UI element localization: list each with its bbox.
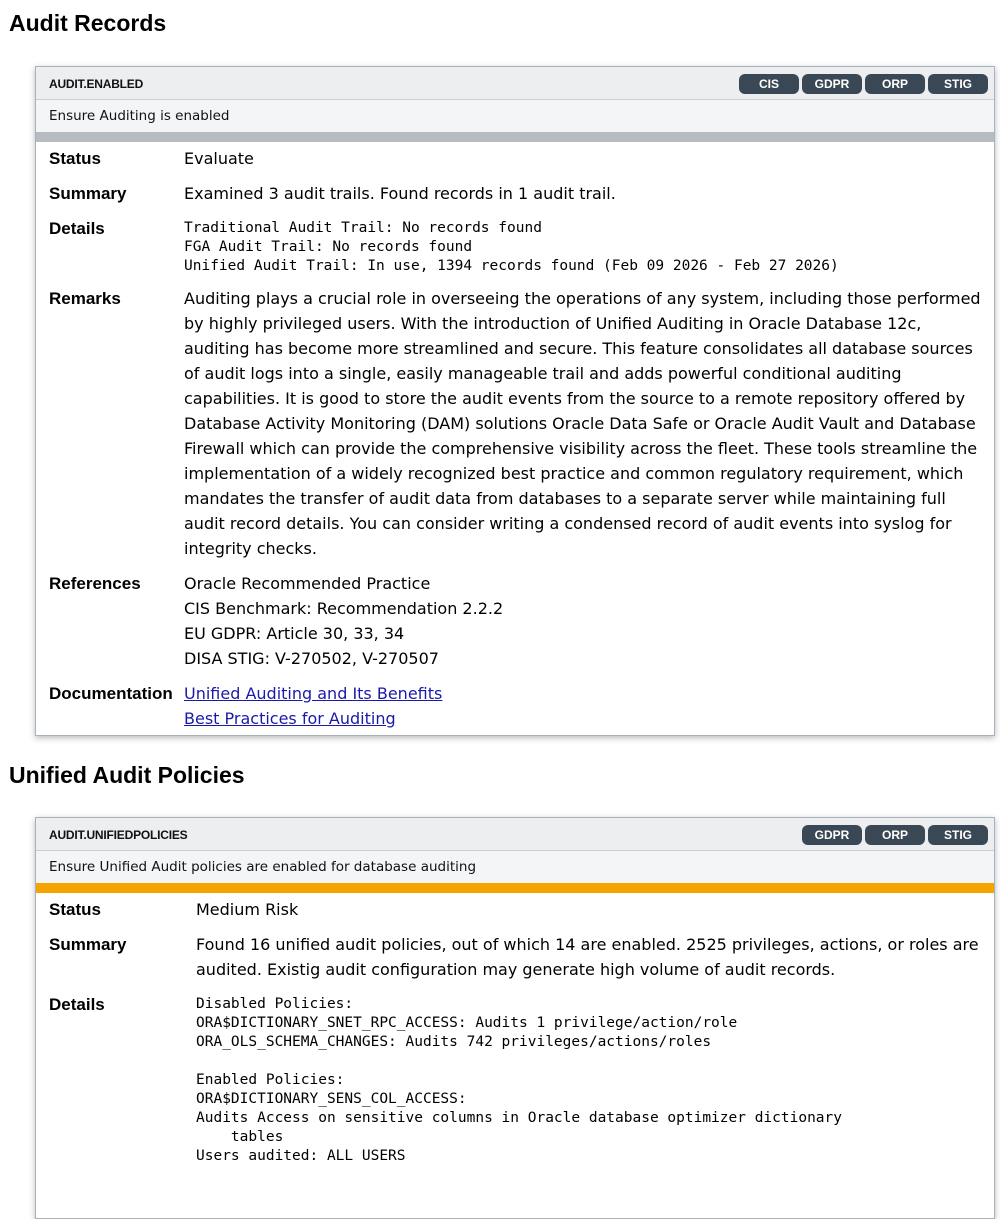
section-heading-unified-audit-policies: Unified Audit Policies bbox=[9, 762, 245, 788]
remarks-label: Remarks bbox=[49, 289, 121, 308]
references-list bbox=[184, 571, 981, 671]
remarks-row bbox=[49, 286, 981, 561]
compliance-tags bbox=[802, 825, 988, 845]
status-color-bar bbox=[36, 132, 994, 142]
rule-card-header bbox=[36, 818, 994, 851]
doc-link-best-practices[interactable]: Best Practices for Auditing bbox=[184, 709, 396, 728]
tag-gdpr[interactable]: GDPR bbox=[802, 825, 862, 845]
summary-value: Examined 3 audit trails. Found records in 1 audit trail. bbox=[184, 184, 616, 203]
rule-description: Ensure Auditing is enabled bbox=[36, 100, 994, 132]
status-label: Status bbox=[49, 149, 101, 168]
rule-card-body bbox=[36, 893, 994, 1166]
tag-cis[interactable]: CIS bbox=[739, 74, 799, 94]
details-label: Details bbox=[49, 219, 105, 238]
doc-link-unified-auditing[interactable]: Unified Auditing and Its Benefits bbox=[184, 684, 443, 703]
status-value: Medium Risk bbox=[196, 900, 299, 919]
reference-item: CIS Benchmark: Recommendation 2.2.2 bbox=[184, 599, 504, 618]
tag-orp[interactable]: ORP bbox=[865, 74, 925, 94]
summary-label: Summary bbox=[49, 935, 127, 954]
documentation-links bbox=[184, 681, 981, 731]
summary-label: Summary bbox=[49, 184, 127, 203]
rule-card-audit-enabled bbox=[35, 66, 995, 736]
reference-item: Oracle Recommended Practice bbox=[184, 574, 431, 593]
status-color-bar bbox=[36, 883, 994, 893]
rule-id: AUDIT.UNIFIEDPOLICIES bbox=[49, 828, 188, 842]
rule-card-header bbox=[36, 67, 994, 100]
rule-id: AUDIT.ENABLED bbox=[49, 77, 144, 91]
status-row bbox=[49, 897, 981, 922]
status-label: Status bbox=[49, 900, 101, 919]
rule-card-body bbox=[36, 142, 994, 731]
documentation-label: Documentation bbox=[49, 684, 173, 703]
details-value: Disabled Policies: ORA$DICTIONARY_SNET_RPC_ACCESS: Audits 1 privilege/action/role ORA_OLS_SCHEMA_CHANGES: Audits 742 privileges/actions/roles Enabled Policies: ORA$DICTIONARY_SENS_COL_ACCESS: Audits Access on sensitive columns in Oracle database optimizer dictionary tables Users audited: ALL USERS bbox=[196, 996, 843, 1164]
tag-orp[interactable]: ORP bbox=[865, 825, 925, 845]
details-value: Traditional Audit Trail: No records found FGA Audit Trail: No records found Unified Audit Trail: In use, 1394 records found (Feb 09 2026 - Feb 27 2026) bbox=[184, 220, 839, 274]
tag-stig[interactable]: STIG bbox=[928, 825, 988, 845]
rule-card-audit-unifiedpolicies bbox=[35, 817, 995, 1219]
details-label: Details bbox=[49, 995, 105, 1014]
documentation-row bbox=[49, 681, 981, 731]
references-row bbox=[49, 571, 981, 671]
reference-item: DISA STIG: V-270502, V-270507 bbox=[184, 649, 439, 668]
summary-row bbox=[49, 932, 981, 982]
section-heading-audit-records: Audit Records bbox=[9, 10, 167, 36]
summary-row bbox=[49, 181, 981, 206]
status-value: Evaluate bbox=[184, 149, 254, 168]
details-row bbox=[49, 992, 981, 1166]
references-label: References bbox=[49, 574, 141, 593]
rule-description: Ensure Unified Audit policies are enabled for database auditing bbox=[36, 851, 994, 883]
tag-stig[interactable]: STIG bbox=[928, 74, 988, 94]
details-row bbox=[49, 216, 981, 276]
remarks-value: Auditing plays a crucial role in overseeing the operations of any system, including those performed by highly privileged users. With the introduction of Unified Auditing in Oracle Database 12c, auditing has become more streamlined and secure. This feature consolidates all database sources of audit logs into a single, easily manageable trail and adds powerful conditional auditing capabilities. It is good to store the audit events from the source to a remote repository offered by Database Activity Monitoring (DAM) solutions Oracle Data Safe or Oracle Audit Vault and Database Firewall which can provide the comprehensive visibility across the fleet. These tools streamline the implementation of a widely recognized best practice and common regulatory requirement, which mandates the transfer of audit data from databases to a separate server while maintaining full audit record details. You can consider writing a condensed record of audit events into syslog for integrity checks. bbox=[184, 289, 981, 558]
reference-item: EU GDPR: Article 30, 33, 34 bbox=[184, 624, 405, 643]
status-row bbox=[49, 146, 981, 171]
summary-value: Found 16 unified audit policies, out of which 14 are enabled. 2525 privileges, actions, or roles are audited. Existig audit configuration may generate high volume of audit records. bbox=[196, 935, 979, 979]
compliance-tags bbox=[739, 74, 988, 94]
tag-gdpr[interactable]: GDPR bbox=[802, 74, 862, 94]
